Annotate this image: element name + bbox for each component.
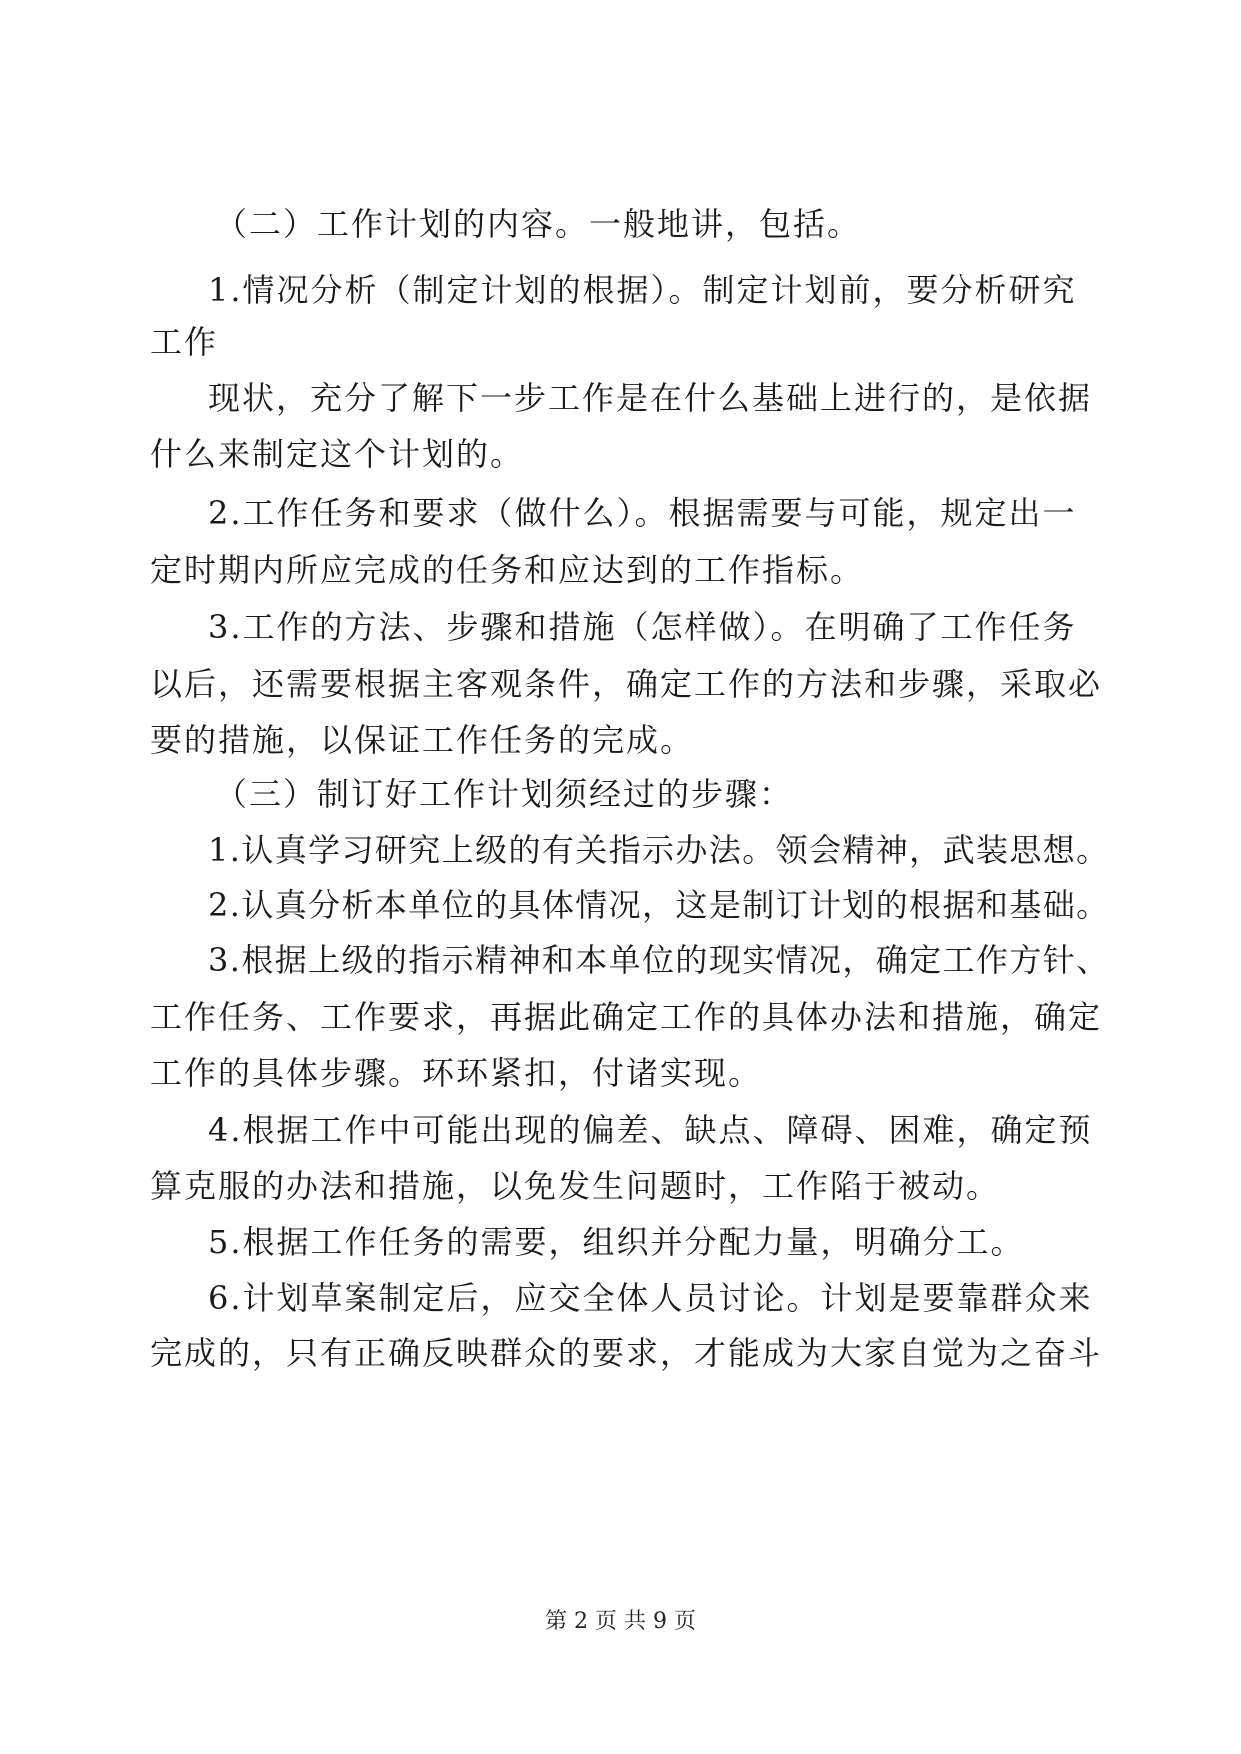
section-heading-3: （三）制订好工作计划须经过的步骤：	[215, 775, 794, 813]
section-heading-2: （二）工作计划的内容。一般地讲，包括。	[215, 205, 862, 243]
paragraph-line: 工作	[150, 323, 219, 361]
paragraph-line: 3.根据上级的指示精神和本单位的现实情况，确定工作方针、	[208, 941, 1110, 979]
paragraph-line: 要的措施，以保证工作任务的完成。	[150, 721, 695, 759]
paragraph-line: 完成的，只有正确反映群众的要求，才能成为大家自觉为之奋斗	[150, 1334, 1103, 1372]
paragraph-line: 1.认真学习研究上级的有关指示办法。领会精神，武装思想。	[208, 831, 1110, 869]
paragraph-line: 定时期内所应完成的任务和应达到的工作指标。	[150, 551, 865, 589]
paragraph-line: 以后，还需要根据主客观条件，确定工作的方法和步骤，采取必	[150, 665, 1103, 703]
paragraph-line: 工作的具体步骤。环环紧扣，付诸实现。	[150, 1054, 763, 1092]
paragraph-line: 2.认真分析本单位的具体情况，这是制订计划的根据和基础。	[208, 886, 1110, 924]
paragraph-line: 6.计划草案制定后，应交全体人员讨论。计划是要靠群众来	[208, 1279, 1093, 1317]
paragraph-line: 3.工作的方法、步骤和措施（怎样做）。在明确了工作任务	[208, 608, 1077, 646]
paragraph-line: 算克服的办法和措施，以免发生问题时，工作陷于被动。	[150, 1167, 1001, 1205]
paragraph-line: 1.情况分析（制定计划的根据）。制定计划前，要分析研究	[208, 271, 1077, 309]
paragraph-line: 2.工作任务和要求（做什么）。根据需要与可能，规定出一	[208, 494, 1077, 532]
paragraph-line: 什么来制定这个计划的。	[150, 435, 525, 473]
paragraph-line: 4.根据工作中可能出现的偏差、缺点、障碍、困难，确定预	[208, 1111, 1093, 1149]
paragraph-line: 5.根据工作任务的需要，组织并分配力量，明确分工。	[208, 1223, 1025, 1261]
paragraph-line: 工作任务、工作要求，再据此确定工作的具体办法和措施，确定	[150, 998, 1103, 1036]
page-number-footer: 第 2 页 共 9 页	[545, 1609, 696, 1634]
paragraph-line: 现状，充分了解下一步工作是在什么基础上进行的，是依据	[208, 379, 1093, 417]
